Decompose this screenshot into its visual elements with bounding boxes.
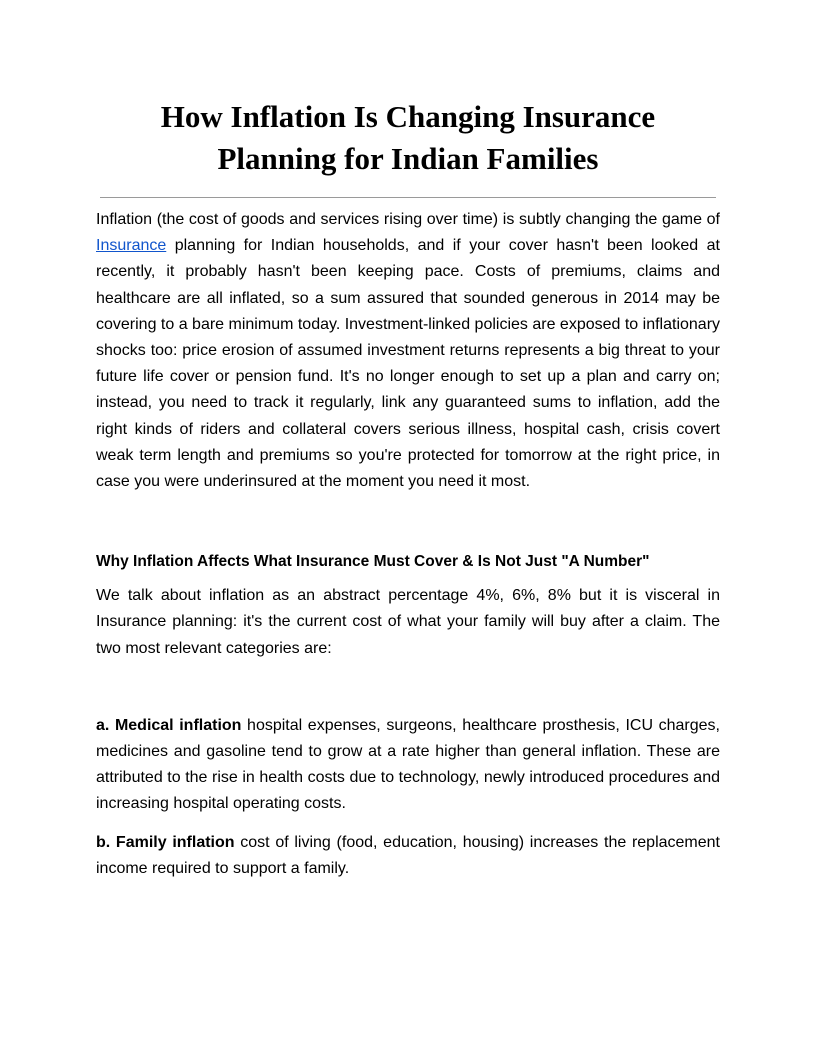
document-page xyxy=(96,0,720,882)
family-inflation-label: b. Family inflation xyxy=(96,833,235,851)
medical-inflation-label: a. Medical inflation xyxy=(96,716,242,734)
intro-text-before-link: Inflation (the cost of goods and services rising over time) is subtly changing the game of xyxy=(96,211,720,228)
section-heading: Why Inflation Affects What Insurance Must Cover & Is Not Just "A Number" xyxy=(96,553,650,571)
intro-text-after-link: planning for Indian households, and if your cover hasn't been looked at recently, it probably hasn't been keeping pace. Costs of premiums, claims and healthcare are all inflated, so a sum assured that sounded generous in 2014 may be covering to a bare minimum today. Investment-linked policies are exposed to inflationary shocks too: price erosion of assumed investment returns represents a big threat to your future life cover or pension fund. It's no longer enough to set up a plan and carry on; instead, you need to track it regularly, link any guaranteed sums to inflation, add the right kinds of riders and collateral covers serious illness, hospital cash, crisis covert weak term length and premiums so you're protected for tomorrow at the right price, in case you were underinsured at the moment you need it most. xyxy=(96,237,721,491)
title-divider xyxy=(100,197,716,198)
medical-inflation-text: hospital expenses, surgeons, healthcare prosthesis, ICU charges, medicines and gasoline tend to grow at a rate higher than general inflation. These are attributed to the rise in health costs due to technology, newly introduced procedures and increasing hospital operating costs. xyxy=(96,716,720,813)
insurance-link[interactable]: Insurance xyxy=(96,237,167,255)
page-title-line-1: How Inflation Is Changing Insurance xyxy=(160,99,656,134)
family-inflation-item xyxy=(96,830,720,882)
page-title xyxy=(96,0,720,180)
medical-inflation-item xyxy=(96,713,720,818)
section-paragraph: We talk about inflation as an abstract percentage 4%, 6%, 8% but it is visceral in Insurance planning: it's the current cost of what your family will buy after a claim. The two most relevant categories are: xyxy=(96,587,720,657)
family-inflation-text: cost of living (food, education, housing) increases the replacement income required to support a family. xyxy=(96,833,720,877)
page-title-line-2: Planning for Indian Families xyxy=(217,141,599,176)
intro-paragraph xyxy=(96,207,720,495)
